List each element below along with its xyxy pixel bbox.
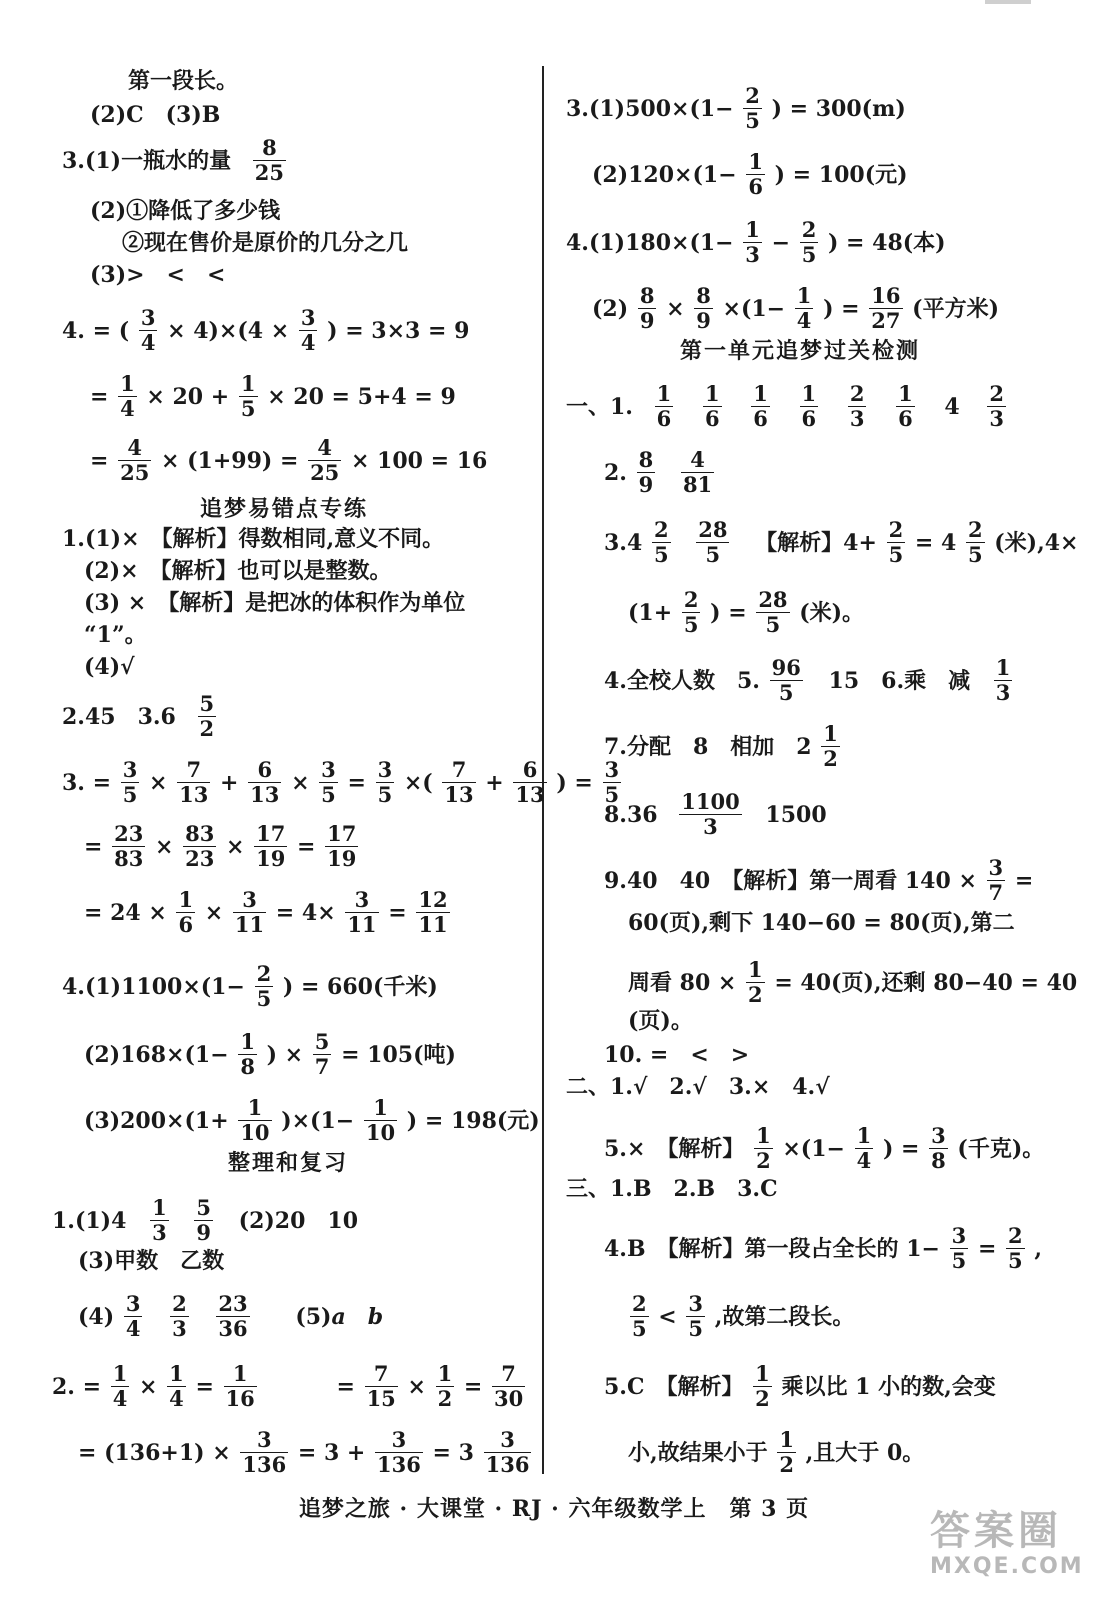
answer-line: 7.分配 8 相加 2 $\frac{1}{2}$ xyxy=(604,721,838,771)
answer-line: 5.× 【解析】 $\frac{1}{2}$ ×(1− $\frac{1}{4}$ ) = $\frac{3}{8}$ (千克)。 xyxy=(604,1123,1045,1173)
answer-2-3: 2.45 3.6 $\frac{5}{2}$ xyxy=(62,691,215,741)
watermark-text: 答案圈 xyxy=(930,1508,1062,1554)
answer-line: 8.36 $\frac{1100}{3}$ 1500 xyxy=(604,789,827,839)
answer-line: (1+ $\frac{2}{5}$ ) = $\frac{28}{5}$ (米)。 xyxy=(628,587,865,637)
text-line: (2)× 【解析】也可以是整数。 xyxy=(84,558,392,584)
equation: (2)120×(1− $\frac{1}{6}$ ) = 100(元) xyxy=(592,149,908,199)
text: 3.(1)一瓶水的量 xyxy=(62,147,232,174)
answer-line: 4.B 【解析】第一段占全长的 1− $\frac{3}{5}$ = $\frac{2}{5}$ , xyxy=(604,1223,1043,1273)
equation: 3.(1)500×(1− $\frac{2}{5}$ ) = 300(m) xyxy=(566,83,906,133)
equation: 3. = $\frac{3}{5}$ × $\frac{7}{13}$ + $\frac{6}{13}$ × $\frac{3}{5}$ = $\frac{3}{5}$ ×( $\frac{7}{13}$ + $\frac{6}{13}$ ) = $\frac{3}{5}$ xyxy=(62,757,620,807)
equation: 4. = ( $\frac{3}{4}$ × 4)×(4 × $\frac{3}{4}$ ) = 3×3 = 9 xyxy=(62,305,470,355)
answer-line: 周看 80 × $\frac{1}{2}$ = 40(页),还剩 80−40 = 40 xyxy=(628,957,1078,1007)
text-line: (3)> < < xyxy=(90,262,226,288)
answer-line: 4.全校人数 5. $\frac{96}{5}$ 15 6.乘 减 $\frac{1}{3}$ xyxy=(604,655,1011,705)
answer-line: $\frac{2}{5}$ < $\frac{3}{5}$ ,故第二段长。 xyxy=(632,1291,855,1341)
text-line: ②现在售价是原价的几分之几 xyxy=(122,230,409,256)
equation: (2)168×(1− $\frac{1}{8}$ ) × $\frac{5}{7}$ = 105(吨) xyxy=(84,1029,456,1079)
equation: = (136+1) × $\frac{3}{136}$ = 3 + $\frac{3}{136}$ = 3 $\frac{3}{136}$ xyxy=(78,1427,530,1477)
equation: = $\frac{1}{4}$ × 20 + $\frac{1}{5}$ × 20 = 5+4 = 9 xyxy=(90,371,456,421)
watermark-logo xyxy=(930,1508,1090,1588)
equation: 2. = $\frac{1}{4}$ × $\frac{1}{4}$ = $\frac{1}{16}$ = $\frac{7}{15}$ × $\frac{1}{2}$ = $\frac{7}{30}$ xyxy=(52,1361,524,1411)
text-line: 三、1.B 2.B 3.C xyxy=(566,1176,778,1202)
answer-line: 一、1. $\frac{1}{6}$ $\frac{1}{6}$ $\frac{1}{6}$ $\frac{1}{6}$ $\frac{2}{3}$ $\frac{1}{6}$ 4 $\frac{2}{3}$ xyxy=(566,381,1005,431)
text-line: “1”。 xyxy=(84,622,147,648)
equation: = $\frac{23}{83}$ × $\frac{83}{23}$ × $\frac{17}{19}$ = $\frac{17}{19}$ xyxy=(84,821,357,871)
answer-3-1 xyxy=(62,136,288,185)
answer-line: 2. $\frac{8}{9}$ $\frac{4}{81}$ xyxy=(604,447,713,497)
text-line: 10. = < > xyxy=(604,1042,750,1068)
section-title: 整理和复习 xyxy=(228,1150,349,1176)
equation: = 24 × $\frac{1}{6}$ × $\frac{3}{11}$ = 4× $\frac{3}{11}$ = $\frac{12}{11}$ xyxy=(84,887,448,937)
text-line: 二、1.√ 2.√ 3.× 4.√ xyxy=(566,1074,830,1100)
equation: 4.(1)180×(1− $\frac{1}{3}$ − $\frac{2}{5}$ ) = 48(本) xyxy=(566,217,946,267)
equation: = $\frac{4}{25}$ × (1+99) = $\frac{4}{25}$ × 100 = 16 xyxy=(90,435,488,485)
text-line: 第一段长。 xyxy=(128,68,239,94)
text-line: (页)。 xyxy=(628,1008,693,1034)
section-title: 追梦易错点专练 xyxy=(200,496,369,522)
text-line: 1.(1)× 【解析】得数相同,意义不同。 xyxy=(62,526,445,552)
text-line: (2)C (3)B xyxy=(90,102,221,128)
text-line: (2)①降低了多少钱 xyxy=(90,198,281,224)
text-line: (3) × 【解析】是把冰的体积作为单位 xyxy=(84,590,466,616)
page-footer: 追梦之旅 · 大课堂 · RJ · 六年级数学上 第 3 页 xyxy=(298,1496,810,1522)
text-line: (4)√ xyxy=(84,654,135,680)
answer-line: 5.C 【解析】 $\frac{1}{2}$ 乘以比 1 小的数,会变 xyxy=(604,1361,996,1411)
text-line: 60(页),剩下 140−60 = 80(页),第二 xyxy=(628,910,1015,936)
answer-line: 9.40 40 【解析】第一周看 140 × $\frac{3}{7}$ = xyxy=(604,855,1034,905)
text-line: (3)甲数 乙数 xyxy=(78,1248,225,1274)
answer-line: (4) $\frac{3}{4}$ $\frac{2}{3}$ $\frac{23}{36}$ (5)a b xyxy=(78,1291,384,1341)
top-edge-mark xyxy=(985,0,1031,4)
equation: (2) $\frac{8}{9}$ × $\frac{8}{9}$ ×(1− $\frac{1}{4}$ ) = $\frac{16}{27}$ (平方米) xyxy=(592,283,999,333)
answer-line: 小,故结果小于 $\frac{1}{2}$ ,且大于 0。 xyxy=(628,1427,925,1477)
watermark-url: MXQE.COM xyxy=(930,1554,1084,1579)
equation: 4.(1)1100×(1− $\frac{2}{5}$ ) = 660(千米) xyxy=(62,961,438,1011)
section-title: 第一单元追梦过关检测 xyxy=(680,338,921,364)
fraction: $\frac{8}{25}$ xyxy=(254,135,284,185)
answer-line: 1.(1)4 $\frac{1}{3}$ $\frac{5}{9}$ (2)20 10 xyxy=(52,1195,359,1245)
answer-line: 3.4 $\frac{2}{5}$ $\frac{28}{5}$ 【解析】4+ $\frac{2}{5}$ = 4 $\frac{2}{5}$ (米),4× xyxy=(604,517,1079,567)
equation: (3)200×(1+ $\frac{1}{10}$ )×(1− $\frac{1}{10}$ ) = 198(元) xyxy=(84,1095,540,1145)
